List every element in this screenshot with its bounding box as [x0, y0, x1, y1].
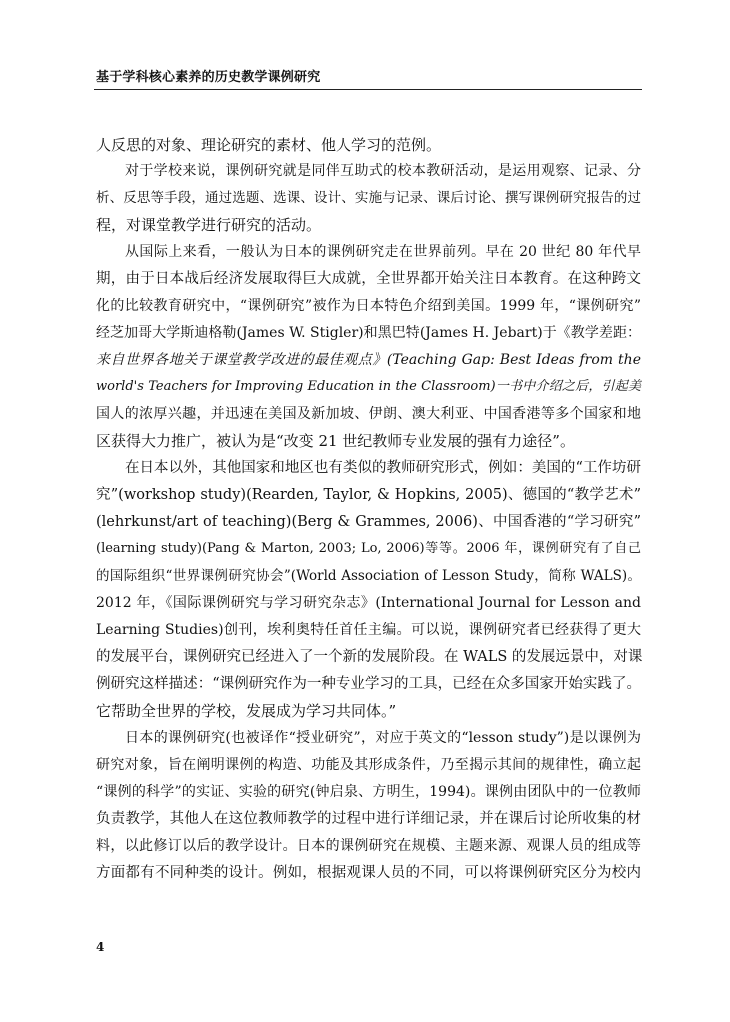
text-line: 在日本以外，其他国家和地区也有类似的教师研究形式，例如：美国的“工作坊研 [125, 460, 641, 476]
text-line: 来自世界各地关于课堂教学改进的最佳观点》(Teaching Gap: Best Ideas from the [96, 352, 641, 368]
text-line: 期，由于日本战后经济发展取得巨大成就，全世界都开始关注日本教育。在这种跨文 [96, 271, 641, 287]
text-line: 区获得大力推广，被认为是“改变 21 世纪教师专业发展的强有力途径”。 [96, 432, 575, 450]
text-line: 究”(workshop study)(Rearden, Taylor, & Hopkins, 2005)、德国的“教学艺术” [96, 487, 641, 503]
header-rule [94, 89, 642, 90]
text-line: 方面都有不同种类的设计。例如，根据观课人员的不同，可以将课例研究区分为校内 [96, 865, 641, 881]
text-line: 料，以此修订以后的教学设计。日本的课例研究在规模、主题来源、观课人员的组成等 [96, 838, 641, 854]
text-line: 从国际上来看，一般认为日本的课例研究走在世界前列。早在 20 世纪 80 年代早 [125, 244, 641, 260]
text-line: (lehrkunst/art of teaching)(Berg & Grammes, 2006)、中国香港的“学习研究” [96, 514, 641, 530]
running-header: 基于学科核心素养的历史教学课例研究 [96, 70, 321, 85]
text-line: world's Teachers for Improving Education in the Classroom)一书中介绍之后，引起美 [96, 379, 641, 394]
text-line: 析、反思等手段，通过选题、选课、设计、实施与记录、课后讨论、撰写课例研究报告的过 [96, 190, 641, 206]
text-line: 的发展平台，课例研究已经进入了一个新的发展阶段。在 WALS 的发展远景中，对课 [96, 649, 643, 665]
text-line: 2012 年，《国际课例研究与学习研究杂志》(International Journal for Lesson and [96, 595, 641, 611]
text-line: 人反思的对象、理论研究的素材、他人学习的范例。 [96, 136, 442, 154]
text-line: 程，对课堂教学进行研究的活动。 [96, 216, 322, 234]
text-line: 的国际组织“世界课例研究协会”(World Association of Lesson Study，简称 WALS)。 [96, 568, 641, 584]
text-line: 经芝加哥大学斯迪格勒(James W. Stigler)和黑巴特(James H. Jebart)于《教学差距： [96, 325, 641, 341]
page-number: 4 [96, 940, 105, 954]
text-line: Learning Studies)创刊，埃利奥特任首任主编。可以说，课例研究者已经获得了更大 [96, 622, 641, 638]
text-line: “课例的科学”的实证、实验的研究(钟启泉、方明生，1994)。课例由团队中的一位教师 [96, 784, 641, 800]
text-line: 研究对象，旨在阐明课例的构造、功能及其形成条件，乃至揭示其间的规律性，确立起 [96, 757, 641, 773]
text-line: 对于学校来说，课例研究就是同伴互助式的校本教研活动，是运用观察、记录、分 [125, 163, 641, 179]
text-line: (learning study)(Pang & Marton, 2003; Lo, 2006)等等。2006 年，课例研究有了自己 [96, 541, 641, 556]
text-line: 例研究这样描述：“课例研究作为一种专业学习的工具，已经在众多国家开始实践了。 [96, 676, 641, 692]
text-line: 日本的课例研究(也被译作“授业研究”，对应于英文的“lesson study”)是以课例为 [125, 730, 641, 746]
text-line: 它帮助全世界的学校，发展成为学习共同体。” [96, 702, 397, 720]
text-line: 国人的浓厚兴趣，并迅速在美国及新加坡、伊朗、澳大利亚、中国香港等多个国家和地 [96, 406, 641, 422]
text-line: 负责教学，其他人在这位教师教学的过程中进行详细记录，并在课后讨论所收集的材 [96, 811, 641, 827]
text-line: 化的比较教育研究中，“课例研究”被作为日本特色介绍到美国。1999 年，“课例研究” [96, 298, 641, 314]
